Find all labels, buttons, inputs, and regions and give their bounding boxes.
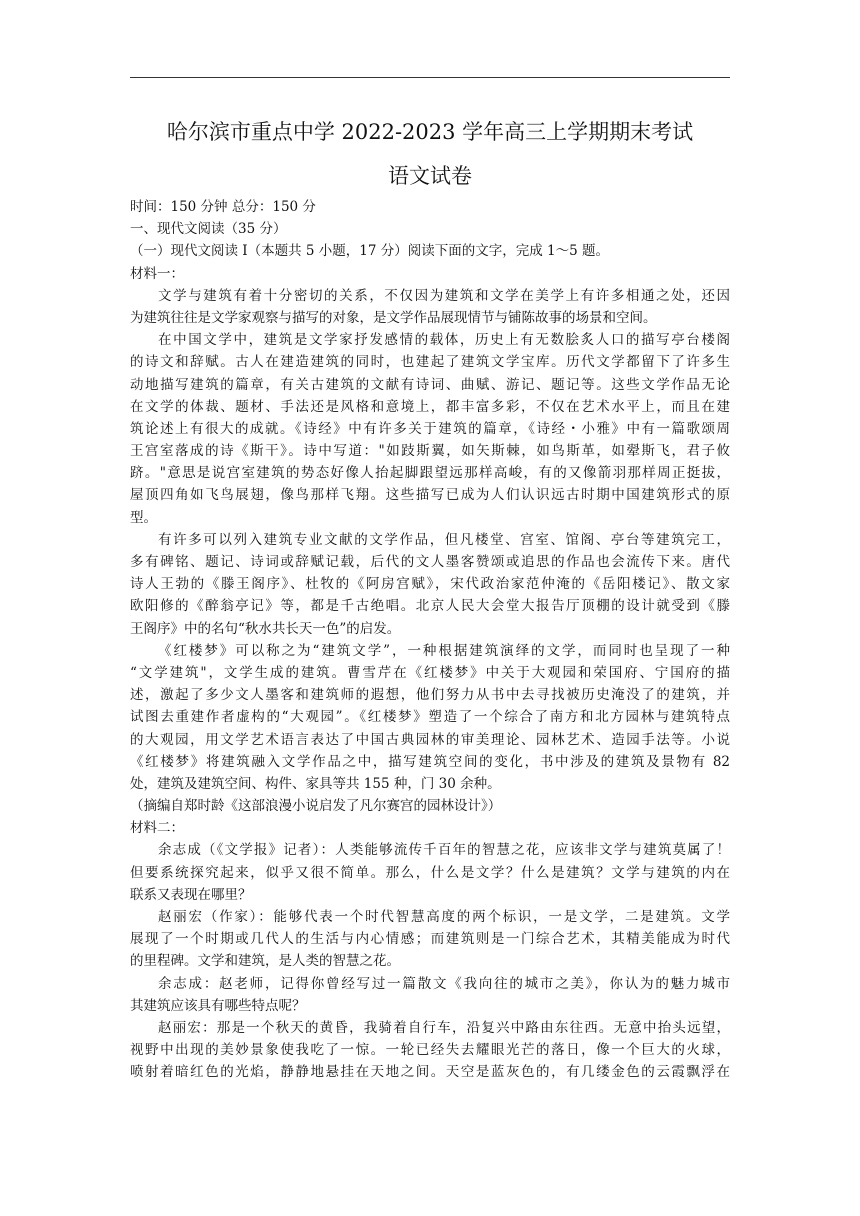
text-line: 但要系统探究起来，似乎又很不简单。那么，什么是文学？什么是建筑？文学与建筑的内在 <box>130 864 730 881</box>
exam-title: 哈尔滨市重点中学 2022-2023 学年高三上学期期末考试 <box>166 120 694 144</box>
text-line: 赵丽宏（作家）：能够代表一个时代智慧高度的两个标识，一是文学，二是建筑。文学 <box>158 909 730 925</box>
text-line: 为建筑往往是文学家观察与描写的对象，是文学作品展现情节与铺陈故事的场景和空间。 <box>130 309 657 326</box>
header-rule <box>130 77 730 78</box>
text-line: 跻。"意思是说宫室建筑的势态好像人抬起脚跟望远那样高峻，有的又像箭羽那样周正挺拔， <box>130 465 730 482</box>
text-line: 在中国文学中，建筑是文学家抒发感情的载体，历史上有无数脍炙人口的描写亭台楼阁 <box>158 332 730 349</box>
text-line: 在文学的体裁、题材、手法还是风格和意境上，都丰富多彩，不仅在艺术水平上，而且在建 <box>130 398 730 415</box>
text-line: 时间：150 分钟 总分：150 分 <box>130 199 316 215</box>
text-line: 余志成（《文学报》记者）：人类能够流传千百年的智慧之花，应该非文学与建筑莫属了！ <box>158 842 730 859</box>
text-line: 王宫室落成的诗《斯干》。诗中写道："如跂斯翼，如矢斯棘，如鸟斯革，如翚斯飞，君子攸 <box>130 443 730 460</box>
text-line: 的大观园，用文学艺术语言表达了中国古典园林的审美理论、园林艺术、造园手法等。小说 <box>130 731 730 748</box>
text-line: 筑论述上有很大的成就。《诗经》中有许多关于建筑的篇章，《诗经・小雅》中有一篇歌颂周 <box>130 420 730 437</box>
text-line: 展现了一个时期或几代人的生活与内心情感；而建筑则是一门综合艺术，其精美能成为时代 <box>130 931 730 948</box>
text-line: 有许多可以列入建筑专业文献的文学作品，但凡楼堂、宫室、馆阁、亭台等建筑完工， <box>158 531 730 548</box>
text-line: 余志成：赵老师，记得你曾经写过一篇散文《我向往的城市之美》，你认为的魅力城市 <box>158 975 730 992</box>
text-line: 欧阳修的《醉翁亭记》等，都是千古绝唱。北京人民大会堂大报告厅顶棚的设计就受到《滕 <box>130 598 730 615</box>
text-line: 喷射着暗红色的光焰，静静地悬挂在天地之间。天空是蓝灰色的，有几缕金色的云霞飘浮在 <box>130 1064 730 1081</box>
text-line: “文学建筑"，文学生成的建筑。曹雪芹在《红楼梦》中关于大观园和荣国府、宁国府的描 <box>130 664 730 681</box>
exam-subtitle: 语文试卷 <box>388 164 472 188</box>
text-line: 《红楼梦》将建筑融入文学作品之中，描写建筑空间的变化，书中涉及的建筑及景物有 82 <box>130 753 730 770</box>
text-line: 联系又表现在哪里？ <box>130 886 252 903</box>
text-line: 王阁序》中的名句“秋水共长天一色”的启发。 <box>130 620 401 637</box>
text-line: 述，激起了多少文人墨客和建筑师的遐想，他们努力从书中去寻找被历史淹没了的建筑，并 <box>130 687 730 704</box>
text-line: 其建筑应该具有哪些特点呢？ <box>130 997 306 1014</box>
text-line: 屋顶四角如飞鸟展翅，像鸟那样飞翔。这些描写已成为人们认识远古时期中国建筑形式的原 <box>130 487 730 504</box>
text-line: 材料二： <box>130 820 184 837</box>
text-line: 的里程碑。文学和建筑，是人类的智慧之花。 <box>130 953 400 970</box>
text-line: 文学与建筑有着十分密切的关系，不仅因为建筑和文学在美学上有许多相通之处，还因 <box>158 287 730 304</box>
text-line: 材料一： <box>130 265 184 282</box>
text-line: 视野中出现的美妙景象使我吃了一惊。一轮已经失去耀眼光芒的落日，像一个巨大的火球， <box>130 1042 730 1059</box>
text-line: 诗人王勃的《滕王阁序》、杜牧的《阿房宫赋》，宋代政治家范仲淹的《岳阳楼记》、散文家 <box>130 576 730 593</box>
text-line: 试图去重建作者虚构的“大观园”。《红楼梦》塑造了一个综合了南方和北方园林与建筑特点 <box>130 709 730 726</box>
text-line: 《红楼梦》可以称之为“建筑文学”，一种根据建筑演绎的文学，而同时也呈现了一种 <box>158 642 730 659</box>
text-line: 型。 <box>130 509 157 526</box>
document-body <box>130 196 730 1084</box>
text-line: 的诗文和辞赋。古人在建造建筑的同时，也建起了建筑文学宝库。历代文学都留下了许多生 <box>130 354 730 371</box>
text-line: （摘编自郑时龄《这部浪漫小说启发了凡尔赛宫的园林设计》） <box>130 798 502 815</box>
text-line: 动地描写建筑的篇章，有关古建筑的文献有诗词、曲赋、游记、题记等。这些文学作品无论 <box>130 376 730 393</box>
text-line: 多有碑铭、题记、诗词或辞赋记载，后代的文人墨客赞颂或追思的作品也会流传下来。唐代 <box>130 554 730 570</box>
text-line: （一）现代文阅读 I（本题共 5 小题，17 分）阅读下面的文字，完成 1～5 题。 <box>130 243 610 260</box>
text-line: 处，建筑及建筑空间、构件、家具等共 155 种，门 30 余种。 <box>130 775 501 792</box>
text-line: 一、现代文阅读（35 分） <box>130 221 287 238</box>
text-line: 赵丽宏：那是一个秋天的黄昏，我骑着自行车，沿复兴中路由东往西。无意中抬头远望， <box>158 1019 730 1036</box>
